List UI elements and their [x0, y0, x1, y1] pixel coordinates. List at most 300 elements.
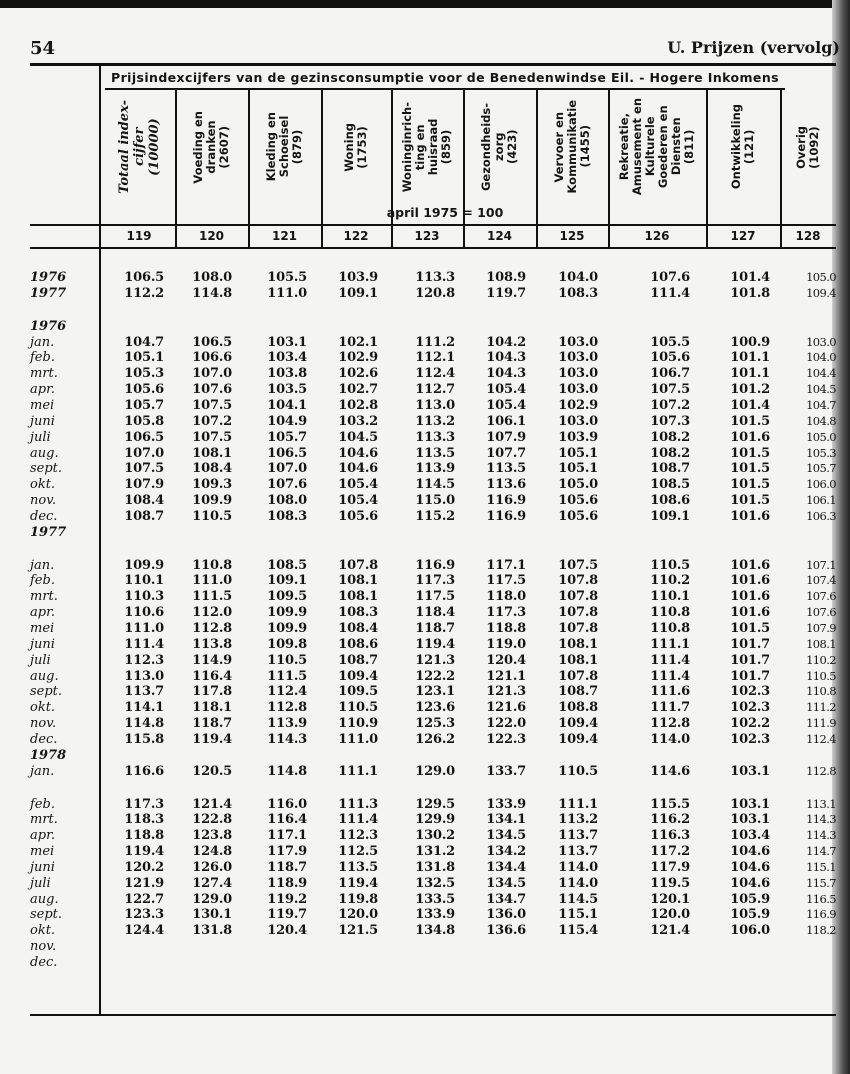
table-cell: 120.2 [124, 859, 164, 875]
table-cell: 108.0 [267, 493, 307, 509]
column-header-126 [608, 92, 706, 202]
column-header-128 [780, 92, 836, 202]
table-cell: 121.4 [192, 796, 232, 812]
row-label: feb. [30, 350, 55, 366]
table-cell: 119.4 [192, 731, 232, 747]
table-cell: 110.5 [558, 763, 598, 779]
table-cell: 107.9 [124, 477, 164, 493]
table-cell: 101.7 [730, 668, 770, 684]
table-cell: 115.2 [415, 508, 455, 524]
table-cell: 101.5 [730, 493, 770, 509]
table-cell: 108.2 [650, 429, 690, 445]
table-cell: 116.5 [806, 891, 836, 906]
table-cell: 122.8 [192, 812, 232, 828]
table-cell: 103.0 [558, 366, 598, 382]
table-cell: 113.5 [486, 461, 526, 477]
table-cell: 104.1 [267, 397, 307, 413]
table-cell: 119.4 [124, 844, 164, 860]
table-cell: 104.3 [486, 366, 526, 382]
table-cell: 108.4 [124, 493, 164, 509]
table-cell: 116.2 [650, 812, 690, 828]
table-cell: 102.8 [338, 397, 378, 413]
table-cell: 114.1 [124, 700, 164, 716]
column-number: 126 [644, 229, 670, 243]
row-label: apr. [30, 828, 55, 844]
table-cell: 112.1 [415, 350, 455, 366]
table-cell: 101.5 [730, 445, 770, 461]
column-number: 125 [559, 229, 585, 243]
table-cell: 123.1 [415, 684, 455, 700]
table-cell: 105.1 [558, 445, 598, 461]
table-cell: 112.0 [192, 605, 232, 621]
table-cell: 134.1 [486, 812, 526, 828]
table-cell: 113.2 [415, 413, 455, 429]
table-cell: 107.4 [806, 573, 836, 588]
table-cell: 104.6 [730, 844, 770, 860]
table-cell: 113.3 [415, 429, 455, 445]
table-cell: 113.0 [124, 668, 164, 684]
row-label: mrt. [30, 366, 58, 382]
table-cell: 119.5 [650, 875, 690, 891]
table-cell: 122.0 [486, 716, 526, 732]
table-cell: 119.2 [267, 891, 307, 907]
table-cell: 111.1 [338, 763, 378, 779]
row-label: juni [30, 413, 55, 429]
table-cell: 104.6 [730, 875, 770, 891]
table-cell: 114.6 [650, 763, 690, 779]
table-cell: 107.3 [650, 413, 690, 429]
row-label: feb. [30, 573, 55, 589]
table-cell: 108.6 [338, 636, 378, 652]
column-divider [321, 90, 323, 248]
table-cell: 102.1 [338, 334, 378, 350]
column-header-125 [536, 92, 608, 202]
row-label: dec. [30, 508, 58, 524]
table-cell: 113.0 [415, 397, 455, 413]
table-cell: 116.6 [124, 763, 164, 779]
table-cell: 114.9 [192, 652, 232, 668]
table-cell: 124.4 [124, 923, 164, 939]
table-cell: 110.5 [338, 700, 378, 716]
table-cell: 105.1 [558, 461, 598, 477]
row-label: 1977 [30, 524, 67, 540]
row-label: nov. [30, 939, 57, 955]
page-number: 54 [30, 38, 56, 59]
table-cell: 112.3 [338, 828, 378, 844]
table-cell: 114.7 [806, 844, 836, 859]
table-cell: 114.8 [124, 716, 164, 732]
table-cell: 101.1 [730, 366, 770, 382]
table-cell: 104.5 [806, 382, 836, 397]
table-cell: 118.7 [415, 621, 455, 636]
table-cell: 115.8 [124, 731, 164, 747]
top-rule [30, 63, 836, 66]
table-cell: 105.6 [124, 382, 164, 398]
table-cell: 105.3 [124, 366, 164, 382]
row-label: mrt. [30, 812, 58, 828]
table-cell: 118.0 [486, 589, 526, 605]
table-cell: 102.9 [558, 397, 598, 413]
row-label: jan. [30, 334, 55, 350]
table-cell: 113.2 [558, 812, 598, 828]
table-cell: 111.3 [338, 796, 378, 812]
table-cell: 121.3 [486, 684, 526, 700]
table-cell: 119.7 [486, 285, 526, 301]
table-cell: 110.5 [806, 668, 836, 683]
table-cell: 117.3 [124, 796, 164, 812]
table-cell: 106.5 [124, 429, 164, 445]
table-cell: 104.7 [124, 334, 164, 350]
table-cell: 114.0 [558, 859, 598, 875]
table-cell: 107.6 [192, 382, 232, 398]
table-cell: 108.2 [650, 445, 690, 461]
row-label: apr. [30, 382, 55, 398]
table-cell: 107.0 [267, 461, 307, 477]
table-cell: 118.8 [124, 828, 164, 844]
table-cell: 112.2 [124, 285, 164, 301]
column-divider [463, 90, 465, 248]
table-cell: 125.3 [415, 716, 455, 732]
table-cell: 129.0 [415, 763, 455, 779]
column-header-text: Woninginrich- ting en huisraad (859) [400, 101, 453, 193]
table-cell: 106.5 [192, 334, 232, 350]
table-cell: 120.8 [415, 285, 455, 301]
table-cell: 113.5 [338, 859, 378, 875]
table-cell: 107.8 [338, 557, 378, 573]
row-label: aug. [30, 445, 59, 461]
table-cell: 117.9 [650, 859, 690, 875]
table-cell: 101.7 [730, 652, 770, 668]
row-label: aug. [30, 891, 59, 907]
column-number: 121 [271, 229, 298, 243]
table-cell: 108.1 [338, 573, 378, 589]
table-cell: 110.5 [192, 508, 232, 524]
colnum-bottom-rule [30, 247, 836, 249]
table-cell: 106.3 [806, 508, 836, 523]
bottom-rule [30, 1014, 836, 1016]
row-label: nov. [30, 716, 57, 732]
table-cell: 134.2 [486, 844, 526, 860]
table-cell: 105.7 [124, 397, 164, 413]
table-cell: 106.5 [124, 270, 164, 285]
table-cell: 130.1 [192, 907, 232, 923]
row-label: mrt. [30, 589, 58, 605]
table-cell: 103.4 [267, 350, 307, 366]
table-cell: 104.2 [486, 334, 526, 350]
table-cell: 108.1 [806, 636, 836, 651]
table-cell: 108.3 [558, 285, 598, 301]
column-header-123 [391, 92, 463, 202]
table-cell: 106.0 [806, 477, 836, 492]
row-label: 1977 [30, 285, 67, 301]
column-header-text: Overig (1092) [794, 125, 821, 169]
table-cell: 121.4 [650, 923, 690, 939]
table-cell: 122.2 [415, 668, 455, 684]
table-cell: 108.1 [338, 589, 378, 605]
table-cell: 110.8 [650, 621, 690, 636]
table-cell: 110.3 [124, 589, 164, 605]
table-cell: 113.6 [486, 477, 526, 493]
row-label: okt. [30, 700, 56, 716]
column-header-120 [175, 92, 248, 202]
table-cell: 105.5 [650, 334, 690, 350]
table-cell: 104.3 [486, 350, 526, 366]
table-cell: 111.0 [124, 621, 164, 636]
table-cell: 105.6 [558, 508, 598, 524]
table-cell: 104.6 [338, 445, 378, 461]
table-cell: 103.9 [338, 270, 378, 285]
table-cell: 112.8 [650, 716, 690, 732]
table-cell: 114.0 [558, 875, 598, 891]
table-cell: 116.3 [650, 828, 690, 844]
table-cell: 107.1 [806, 557, 836, 572]
table-cell: 116.9 [486, 493, 526, 509]
table-cell: 118.7 [192, 716, 232, 732]
table-cell: 121.5 [338, 923, 378, 939]
table-cell: 113.9 [415, 461, 455, 477]
table-cell: 114.0 [650, 731, 690, 747]
table-cell: 101.4 [730, 397, 770, 413]
table-cell: 131.2 [415, 844, 455, 860]
table-cell: 103.0 [558, 350, 598, 366]
table-cell: 114.5 [415, 477, 455, 493]
row-label: okt. [30, 477, 56, 493]
row-label: juni [30, 636, 55, 652]
table-cell: 117.3 [486, 605, 526, 621]
table-cell: 120.1 [650, 891, 690, 907]
row-label: jan. [30, 763, 55, 779]
column-divider [780, 90, 782, 248]
table-cell: 105.6 [558, 493, 598, 509]
table-cell: 104.6 [730, 859, 770, 875]
table-cell: 107.2 [192, 413, 232, 429]
table-cell: 109.9 [124, 557, 164, 573]
table-cell: 133.9 [486, 796, 526, 812]
table-cell: 103.0 [806, 334, 836, 349]
table-cell: 111.5 [267, 668, 307, 684]
table-cell: 106.1 [486, 413, 526, 429]
table-cell: 104.4 [806, 366, 836, 381]
column-header-127 [706, 92, 780, 202]
table-cell: 107.9 [806, 621, 836, 635]
table-cell: 136.6 [486, 923, 526, 939]
table-cell: 110.8 [650, 605, 690, 621]
row-label: juli [30, 429, 51, 445]
column-header-text: Kleding en Schoeisel (879) [264, 112, 304, 182]
table-cell: 115.5 [650, 796, 690, 812]
table-cell: 107.5 [558, 557, 598, 573]
row-label: dec. [30, 955, 58, 970]
table-cell: 108.6 [650, 493, 690, 509]
table-cell: 105.4 [338, 493, 378, 509]
table-cell: 116.9 [486, 508, 526, 524]
table-cell: 108.4 [192, 461, 232, 477]
table-cell: 109.1 [650, 508, 690, 524]
table-cell: 109.4 [558, 731, 598, 747]
table-cell: 136.0 [486, 907, 526, 923]
table-cell: 107.8 [558, 589, 598, 605]
table-cell: 105.0 [806, 270, 836, 284]
table-cell: 120.4 [486, 652, 526, 668]
table-cell: 105.4 [486, 397, 526, 413]
table-cell: 118.3 [124, 812, 164, 828]
table-cell: 101.6 [730, 429, 770, 445]
table-cell: 124.8 [192, 844, 232, 860]
column-number: 128 [795, 229, 821, 243]
table-cell: 131.8 [192, 923, 232, 939]
table-cell: 114.3 [267, 731, 307, 747]
column-number: 119 [126, 229, 152, 243]
table-cell: 105.4 [486, 382, 526, 398]
table-cell: 111.0 [267, 285, 307, 301]
table-cell: 113.1 [806, 796, 836, 811]
table-cell: 109.5 [338, 684, 378, 700]
table-cell: 119.0 [486, 636, 526, 652]
table-cell: 103.1 [730, 796, 770, 812]
table-cell: 118.8 [486, 621, 526, 636]
column-header-124 [463, 92, 536, 202]
table-cell: 108.5 [650, 477, 690, 493]
table-cell: 111.9 [806, 716, 836, 731]
table-cell: 107.0 [124, 445, 164, 461]
table-cell: 111.2 [415, 334, 455, 350]
table-cell: 102.3 [730, 700, 770, 716]
table-cell: 105.0 [558, 477, 598, 493]
table-cell: 108.7 [650, 461, 690, 477]
table-cell: 113.5 [415, 445, 455, 461]
table-cell: 112.4 [806, 731, 836, 746]
table-cell: 108.5 [267, 557, 307, 573]
table-cell: 117.9 [267, 844, 307, 860]
column-header-text: Voeding en dranken (2607) [191, 110, 231, 184]
table-cell: 118.7 [267, 859, 307, 875]
table-cell: 117.2 [650, 844, 690, 860]
table-cell: 109.4 [806, 285, 836, 300]
row-label: juni [30, 859, 55, 875]
table-cell: 111.6 [650, 684, 690, 700]
table-cell: 101.8 [730, 285, 770, 301]
column-header-text: Gezondheids- zorg (423) [479, 102, 519, 192]
table-cell: 103.1 [267, 334, 307, 350]
table-cell: 101.5 [730, 477, 770, 493]
table-cell: 118.9 [267, 875, 307, 891]
table-cell: 106.1 [806, 493, 836, 508]
table-cell: 107.0 [192, 366, 232, 382]
table-cell: 112.5 [338, 844, 378, 860]
table-cell: 115.1 [558, 907, 598, 923]
column-number: 124 [486, 229, 513, 243]
table-cell: 102.6 [338, 366, 378, 382]
table-cell: 115.1 [806, 859, 836, 874]
column-header-text: Ontwikkeling (121) [729, 104, 756, 190]
table-cell: 109.4 [338, 668, 378, 684]
row-label: juli [30, 652, 51, 668]
table-cell: 107.8 [558, 621, 598, 636]
table-cell: 111.7 [650, 700, 690, 716]
row-label: okt. [30, 923, 56, 939]
table-cell: 113.8 [192, 636, 232, 652]
table-cell: 107.5 [650, 382, 690, 398]
table-cell: 103.9 [558, 429, 598, 445]
table-cell: 113.9 [267, 716, 307, 732]
table-cell: 121.1 [486, 668, 526, 684]
row-label: nov. [30, 493, 57, 509]
table-cell: 109.9 [192, 493, 232, 509]
table-cell: 111.4 [650, 285, 690, 301]
table-cell: 109.1 [267, 573, 307, 589]
table-cell: 104.0 [806, 350, 836, 365]
table-cell: 132.5 [415, 875, 455, 891]
column-header-121 [248, 92, 321, 202]
table-cell: 101.5 [730, 621, 770, 636]
table-cell: 110.8 [806, 684, 836, 699]
row-label: sept. [30, 684, 63, 700]
table-cell: 102.3 [730, 684, 770, 700]
table-cell: 116.0 [267, 796, 307, 812]
table-cell: 103.0 [558, 413, 598, 429]
row-label: mei [30, 621, 55, 636]
table-cell: 107.6 [806, 605, 836, 620]
table-cell: 111.0 [338, 731, 378, 747]
table-cell: 112.8 [192, 621, 232, 636]
table-cell: 112.7 [415, 382, 455, 398]
table-cell: 108.1 [192, 445, 232, 461]
table-cell: 116.9 [415, 557, 455, 573]
table-cell: 107.5 [192, 429, 232, 445]
table-cell: 103.1 [730, 763, 770, 779]
table-cell: 114.5 [558, 891, 598, 907]
table-cell: 110.8 [192, 557, 232, 573]
table-cell: 112.4 [267, 684, 307, 700]
table-cell: 107.9 [486, 429, 526, 445]
table-cell: 112.3 [124, 652, 164, 668]
table-cell: 107.7 [486, 445, 526, 461]
table-cell: 109.5 [267, 589, 307, 605]
column-number: 122 [343, 229, 369, 243]
table-cell: 123.3 [124, 907, 164, 923]
table-cell: 110.6 [124, 605, 164, 621]
table-cell: 131.8 [415, 859, 455, 875]
row-label: 1976 [30, 318, 67, 334]
table-cell: 115.0 [415, 493, 455, 509]
row-label: juli [30, 875, 51, 891]
table-cell: 110.1 [650, 589, 690, 605]
table-cell: 133.5 [415, 891, 455, 907]
table-cell: 114.8 [267, 763, 307, 779]
table-cell: 105.7 [806, 461, 836, 476]
table-cell: 104.8 [806, 413, 836, 428]
table-title: Prijsindexcijfers van de gezinsconsumptie voor de Benedenwindse Eil. - Hogere Inkomens [111, 70, 779, 85]
table-cell: 118.1 [192, 700, 232, 716]
table-cell: 108.1 [558, 636, 598, 652]
table-cell: 111.2 [806, 700, 836, 715]
table-cell: 102.3 [730, 731, 770, 747]
table-cell: 108.7 [124, 508, 164, 524]
table-cell: 133.9 [415, 907, 455, 923]
table-cell: 109.9 [267, 621, 307, 636]
table-cell: 134.8 [415, 923, 455, 939]
table-cell: 110.2 [806, 652, 836, 667]
section-title: U. Prijzen (vervolg) [667, 38, 840, 57]
header-bottom-rule [30, 224, 836, 226]
table-cell: 123.6 [415, 700, 455, 716]
table-cell: 119.4 [338, 875, 378, 891]
table-cell: 111.4 [650, 668, 690, 684]
table-cell: 106.5 [267, 445, 307, 461]
column-divider [536, 90, 538, 248]
table-cell: 116.9 [806, 907, 836, 922]
table-cell: 104.5 [338, 429, 378, 445]
